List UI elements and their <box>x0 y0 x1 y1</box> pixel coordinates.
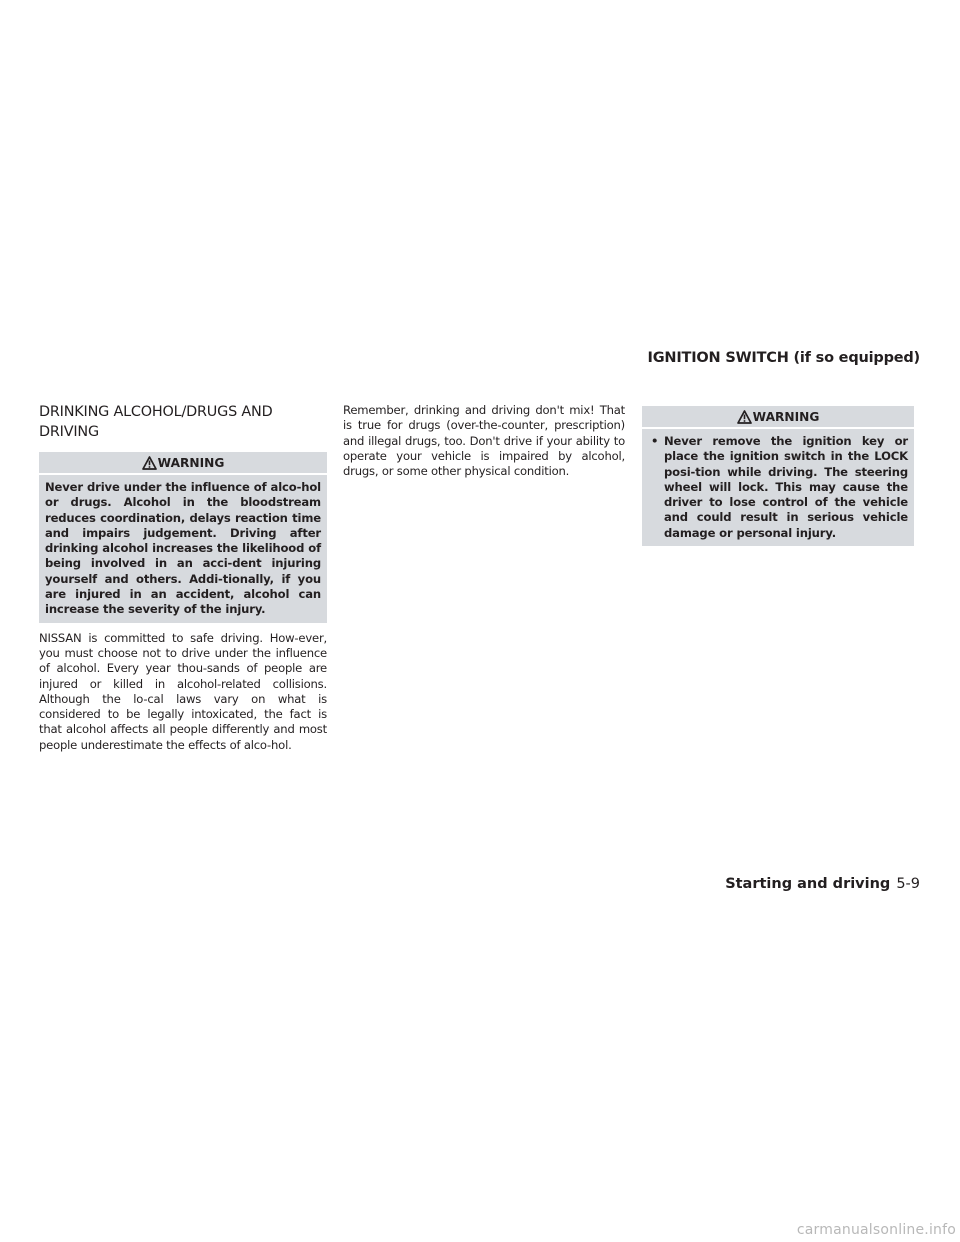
right-column <box>642 406 914 554</box>
warning-list-item <box>648 434 908 541</box>
footer-section-name: Starting and driving <box>725 876 891 892</box>
warning-label: WARNING <box>157 456 225 470</box>
watermark-text: carmanualsonline.info <box>796 1222 956 1238</box>
page-number: 5-9 <box>896 876 920 892</box>
warning-triangle-icon <box>142 456 157 470</box>
bullet-icon: • <box>651 434 659 448</box>
page-section-title: IGNITION SWITCH (if so equipped) <box>647 350 920 366</box>
warning-triangle-icon <box>737 410 752 424</box>
left-column <box>39 402 327 753</box>
page-footer <box>725 876 920 892</box>
warning-label: WARNING <box>752 410 820 424</box>
warning-header <box>39 452 327 475</box>
warning-text: Never drive under the influence of alco-hol or drugs. Alcohol in the bloodstream reduces coordination, delays reaction time and impairs judgement. Driving after drinking alcohol increases the likelihood of being involved in an acci-dent injuring yourself and others. Addi-tionally, if you are injured in an accident, alcohol can increase the severity of the injury. <box>45 480 321 617</box>
warning-header <box>642 406 914 429</box>
section-heading: DRINKING ALCOHOL/DRUGS AND DRIVING <box>39 404 273 440</box>
body-paragraph: NISSAN is committed to safe driving. How-ever, you must choose not to drive under the influence of alcohol. Every year thou-sands of people are injured or killed in alcohol-related collisions. Although the lo-cal laws vary on what is considered to be legally intoxicated, the fact is that alcohol affects all people differently and most people underestimate the effects of alco-hol. <box>39 630 327 752</box>
warning-box-ignition <box>642 406 914 546</box>
middle-column <box>343 403 625 479</box>
warning-box-alcohol <box>39 452 327 623</box>
body-paragraph: Remember, drinking and driving don't mix! That is true for drugs (over-the-counter, prescription) and illegal drugs, too. Don't drive if your ability to operate your vehicle is impaired by alcohol, drugs, or some other physical condition. <box>343 403 625 479</box>
warning-item-text: Never remove the ignition key or place the ignition switch in the LOCK posi-tion while driving. The steering wheel will lock. This may cause the driver to lose control of the vehicle and could result in serious vehicle damage or personal injury. <box>664 434 908 540</box>
warning-list <box>648 434 908 541</box>
